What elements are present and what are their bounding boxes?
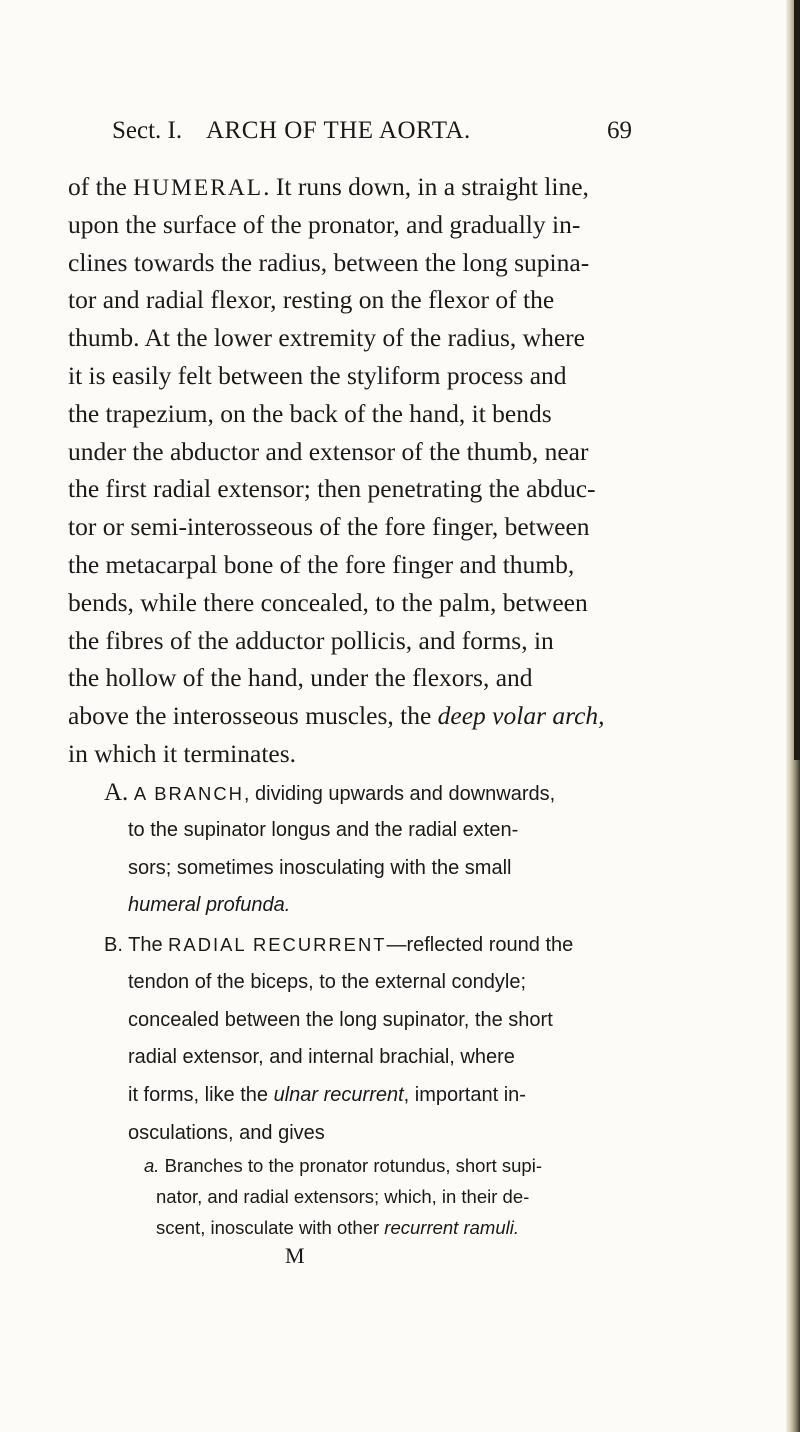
book-spine-shadow (794, 0, 800, 760)
term-humeral: HUMERAL (133, 175, 264, 201)
text-line: bends, while there concealed, to the palm, between (68, 587, 588, 617)
item-a-letter: A. (104, 779, 129, 806)
text-line: osculations, and gives (128, 1121, 325, 1144)
running-title: ARCH OF THE AORTA. (206, 117, 471, 144)
text-line: tor and radial flexor, resting on the flexor of the (68, 285, 555, 315)
text-line: upon the surface of the pronator, and gradually in- (68, 209, 581, 239)
item-b-letter: B. (104, 934, 123, 956)
term-ulnar-recurrent: ulnar recurrent (273, 1084, 404, 1107)
text-line: tor or semi-interosseous of the fore finger, between (68, 512, 590, 542)
item-b (104, 926, 664, 1153)
text-line: sors; sometimes inosculating with the small (128, 856, 512, 879)
text-line: clines towards the radius, between the long supina- (68, 247, 590, 277)
text-line: the metacarpal bone of the fore finger and thumb, (68, 549, 575, 579)
text-line: thumb. At the lower extremity of the radius, where (68, 323, 585, 353)
item-a-sub-first-line: a. Branches to the pronator rotundus, short supi- (144, 1155, 542, 1176)
text-line: it is easily felt between the styliform process and (68, 360, 567, 390)
text-line: above the interosseous muscles, the deep volar arch, (68, 701, 605, 731)
text-line: in which it terminates. (68, 738, 297, 768)
text-line: the trapezium, on the back of the hand, it bends (68, 398, 552, 428)
running-header (112, 117, 632, 157)
item-a-first-line: A. A BRANCH, dividing upwards and downwards, (104, 779, 556, 806)
signature-mark: M (285, 1243, 305, 1268)
item-a-sub (144, 1150, 664, 1243)
text-line: of the HUMERAL. It runs down, in a straight line, (68, 172, 589, 201)
text-line: scent, inosculate with other recurrent ramuli. (156, 1217, 519, 1238)
section-label: Sect. I. (112, 117, 183, 144)
page-number: 69 (607, 117, 632, 144)
text-line: the fibres of the adductor pollicis, and forms, in (68, 625, 554, 655)
term-recurrent-ramuli: recurrent ramuli. (384, 1217, 519, 1238)
main-paragraph (68, 168, 658, 773)
term-a-branch: A BRANCH (133, 783, 244, 804)
item-b-first-line: B. The RADIAL RECURRENT—reflected round the (104, 934, 574, 956)
text-line: under the abductor and extensor of the thumb, near (68, 436, 589, 466)
text-line: the first radial extensor; then penetrating the abduc- (68, 474, 596, 504)
text-line: radial extensor, and internal brachial, where (128, 1046, 515, 1069)
text-line: nator, and radial extensors; which, in their de- (156, 1186, 530, 1207)
text-line: to the supinator longus and the radial exten- (128, 818, 519, 841)
item-a-sub-letter: a. (144, 1155, 160, 1176)
text-line: it forms, like the ulnar recurrent, important in- (128, 1084, 526, 1107)
term-deep-volar-arch: deep volar arch, (437, 701, 605, 731)
term-radial-recurrent: RADIAL RECURRENT (168, 934, 387, 955)
text-line: concealed between the long supinator, the short (128, 1008, 553, 1031)
text-line: tendon of the biceps, to the external condyle; (128, 970, 527, 993)
text-line: the hollow of the hand, under the flexors, and (68, 663, 533, 693)
term-humeral-profunda: humeral profunda. (128, 894, 291, 917)
item-a (104, 774, 664, 925)
